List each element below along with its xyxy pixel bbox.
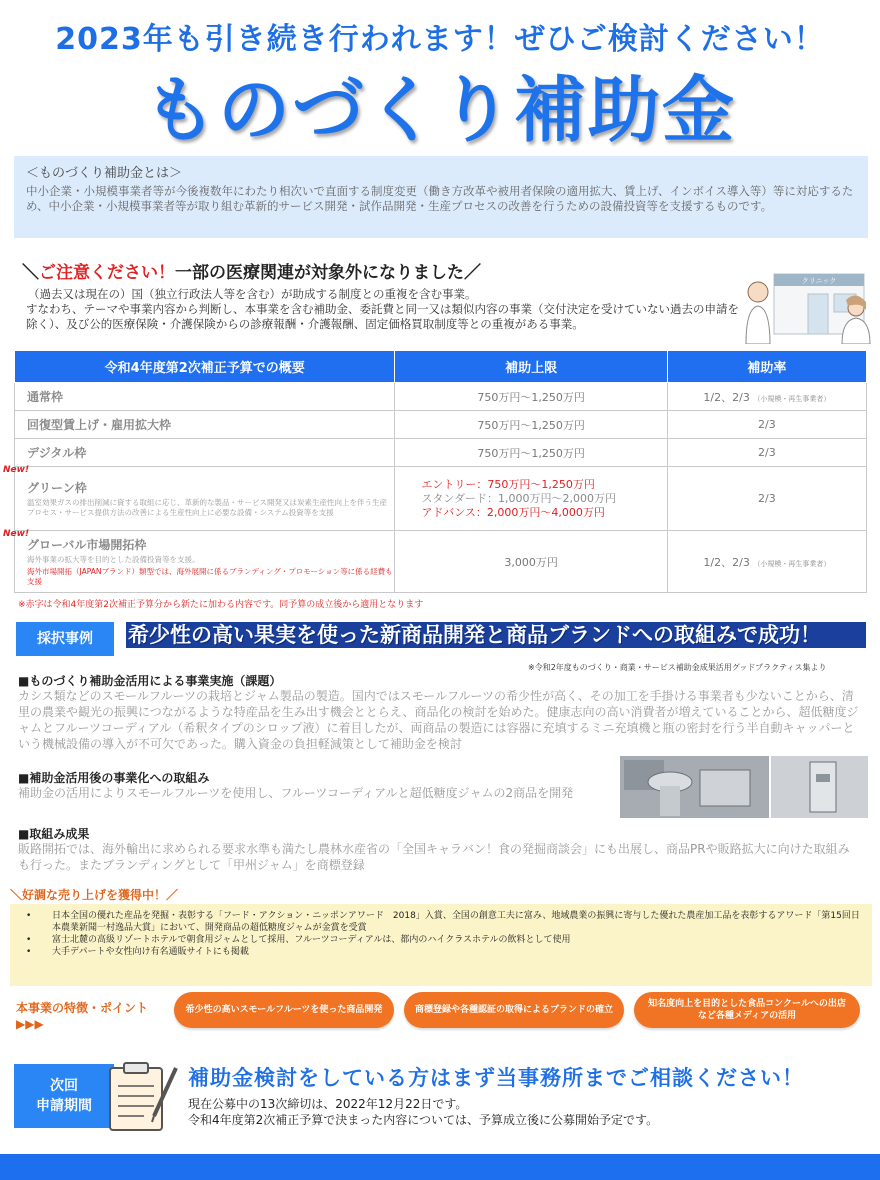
table-row [15, 467, 867, 531]
schedule-line: 令和4年度第2次補正予算で決まった内容については、予算成立後に公募開始予定です。 [188, 1113, 659, 1127]
case-reference: ※令和2年度ものづくり・商業・サービス補助金成果活用グッドプラクティス集より [528, 663, 827, 672]
row-name: 回復型賃上げ・雇用拡大枠 [15, 411, 395, 439]
clipboard-icon [104, 1060, 182, 1134]
row-description: 温室効果ガスの排出削減に資する取組に応じ、革新的な製品・サービス開発又は炭素生産性向上を伴う生産プロセス・サービス提供方法の改善による生産性向上に必要な設備・システム投資等を支援 [27, 498, 387, 517]
limit-entry: エントリー：750万円～1,250万円 [421, 477, 595, 491]
row-description-red: 海外市場開拓（JAPANブランド）類型では、海外展開に係るブランディング・プロモーション等に係る経費も支援 [27, 567, 393, 586]
section-text-results: 販路開拓では、海外輸出に求められる要求水準も満たし農林水産省の「全国キャラバン！食の発掘商談会」にも出展し、商品PRや販路拡大に向けた取組みも行った。またブランディングとして「甲州ジャム」を商標登録 [18, 842, 850, 872]
rate-note: （小規模・再生事業者） [753, 559, 831, 568]
next-label-1: 次回 [50, 1078, 78, 1094]
good-sales-box [10, 904, 872, 986]
caution-red-text: ご注意ください！ [39, 263, 175, 283]
row-rate: 2/3 [667, 439, 866, 467]
section-heading-commercialization: ■補助金活用後の事業化への取組み [18, 771, 210, 785]
row-rate: 2/3 [667, 411, 866, 439]
subsidy-table [3, 350, 867, 593]
row-limit: 750万円～1,250万円 [395, 383, 667, 411]
row-description: 海外事業の拡大等を目的とした設備投資等を支援。 [27, 555, 200, 564]
features-label-text: 本事業の特徴・ポイント [16, 1001, 149, 1015]
row-rate [667, 531, 866, 593]
footer-bar [0, 1154, 880, 1180]
section-heading-issue: ■ものづくり補助金活用による事業実施（課題） [18, 674, 282, 688]
section-text-commercialization: 補助金の活用によりスモールフルーツを使用し、フルーツコーディアルと超低糖度ジャムの2商品を開発 [18, 786, 574, 800]
list-item: • 富士北麓の高級リゾートホテルで朝食用ジャムとして採用、フルーツコーディアルは、都内のハイクラスホテルの飲料として使用 [26, 934, 862, 946]
limit-standard: スタンダード：1,000万円～2,000万円 [421, 491, 616, 505]
features-label [16, 1000, 148, 1032]
caution-rest-text: 一部の医療関連が対象外になりました／ [175, 263, 481, 283]
caution-body: すなわち、テーマや事業内容から判断し、本事業を含む補助金、委託費と同一又は類似内容の事業（交付決定を受けていない過去の申請を除く）、及び公的医療保険・介護保険からの診療報酬・介護報酬、固定価格買取制度等との重複がある事業。 [26, 302, 739, 331]
feature-point: 知名度向上を目的とした食品コンクールへの出店など各種メディアの活用 [634, 992, 860, 1028]
caution-heading [22, 258, 481, 283]
new-badge: New! [3, 529, 30, 539]
section-heading-results: ■取組み成果 [18, 827, 90, 841]
table-note: ※赤字は令和4年度第2次補正予算分から新たに加わる内容です。同予算の成立後から適用となります [18, 600, 424, 610]
rate-value: 1/2、2/3 [703, 555, 750, 569]
next-period-text [188, 1096, 658, 1128]
list-item: • 日本全国の優れた産品を発掘・表彰する「フード・アクション・ニッポンアワード 2018」入賞、全国の創意工夫に富み、地域農業の振興に寄与した優れた農産加工品を表彰するアワード「第15回日本農業新聞一村逸品大賞」において、開発商品の超低糖度ジャムが金賞を受賞 [26, 910, 862, 934]
table-row [15, 531, 867, 593]
rate-note: （小規模・再生事業者） [753, 394, 831, 403]
case-badge: 採択事例 [16, 622, 114, 656]
case-title: 希少性の高い果実を使った新商品開発と商品ブランドへの取組みで成功！ [126, 622, 866, 648]
row-rate: 2/3 [667, 467, 866, 531]
row-rate [667, 383, 866, 411]
row-limit [395, 467, 667, 531]
list-item: • 大手デパートや女性向け有名通販サイトにも掲載 [26, 946, 862, 958]
header-rate: 補助率 [667, 351, 866, 383]
caution-prefix: ＼ [22, 263, 39, 283]
row-limit: 3,000万円 [395, 531, 667, 593]
consult-heading: 補助金検討をしている方はまず当事務所までご相談ください！ [188, 1066, 804, 1090]
table-row [15, 439, 867, 467]
feature-point: 商標登録や各種認証の取得によるブランドの確立 [404, 992, 624, 1028]
row-name: デジタル枠 [15, 439, 395, 467]
deadline-line: 現在公募中の13次締切は、2022年12月22日です。 [188, 1097, 468, 1111]
new-badge: New! [3, 465, 30, 475]
row-name: 通常枠 [15, 383, 395, 411]
header-overview: 令和4年度第2次補正予算での概要 [15, 351, 395, 383]
clinic-sign: クリニック [801, 277, 837, 285]
table-row [15, 411, 867, 439]
row-name-cell [3, 529, 395, 593]
row-name: グローバル市場開拓枠 [27, 538, 147, 552]
caution-line1: （過去又は現在の）国（独立行政法人等を含む）が助成する制度との重複を含む事業。 [28, 287, 477, 301]
next-label-2: 申請期間 [36, 1098, 92, 1114]
about-panel [14, 156, 868, 238]
equipment-photo [620, 756, 868, 818]
next-period-box [14, 1064, 114, 1128]
good-sales-heading: ＼好調な売り上げを獲得中！／ [10, 888, 179, 902]
features-arrows: ▶▶▶ [16, 1017, 44, 1031]
clinic-illustration [738, 262, 874, 344]
rate-value: 1/2、2/3 [703, 390, 750, 404]
page-title: ものづくり補助金 [143, 68, 736, 152]
feature-point: 希少性の高いスモールフルーツを使った商品開発 [174, 992, 394, 1028]
about-title: ＜ものづくり補助金とは＞ [26, 166, 183, 181]
header-limit: 補助上限 [395, 351, 667, 383]
row-limit: 750万円～1,250万円 [395, 439, 667, 467]
row-name: グリーン枠 [27, 481, 87, 495]
section-text-issue: カシス類などのスモールフルーツの栽培とジャム製品の製造。国内ではスモールフルーツの希少性が高く、その加工を手掛ける事業者も少ないことから、清里の農業や観光の振興につながるような特産品を生み出す機会ととらえ、商品化の検討を始めた。健康志向の高い消費者が増えていることから、超低糖度ジャムとフルーツコーディアル（希釈タイプのシロップ液）に着目したが、両商品の製造には容器に充填するミニ充填機と瓶の密封を行う半自動キャッパーという機械設備の導入が不可欠であった。購入資金の負担軽減策として補助金を検討 [18, 689, 859, 751]
table-header-row [15, 351, 867, 383]
row-limit: 750万円～1,250万円 [395, 411, 667, 439]
row-name-cell [3, 465, 395, 531]
table-row [15, 383, 867, 411]
about-text: 中小企業・小規模事業者等が今後複数年にわたり相次いで直面する制度変更（働き方改革や被用者保険の適用拡大、賃上げ、インボイス導入等）等に対応するため、中小企業・小規模事業者等が取り組む革新的サービス開発・試作品開発・生産プロセスの改善を行うための設備投資等を支援するものです。 [26, 184, 854, 213]
limit-advance: アドバンス：2,000万円～4,000万円 [421, 505, 605, 519]
page-subtitle: 2023年も引き続き行われます！ぜひご検討ください！ [55, 22, 825, 57]
